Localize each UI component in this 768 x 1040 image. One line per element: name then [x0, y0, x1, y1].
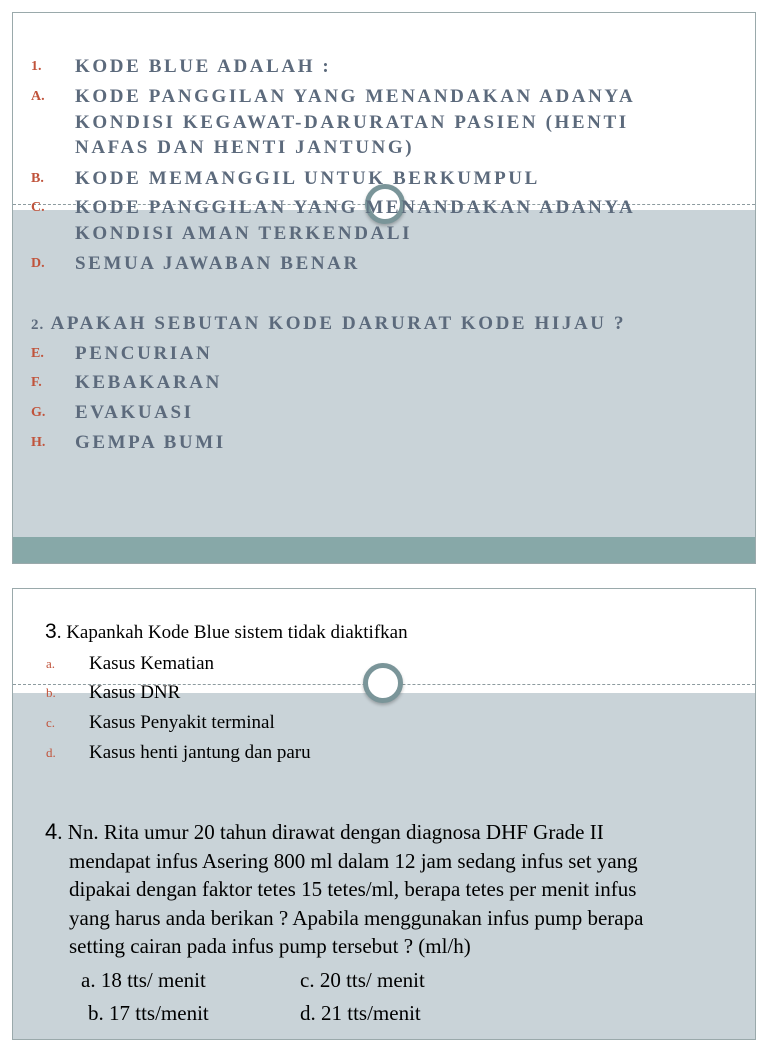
question-line: setting cairan pada infus pump tersebut ? (ml/h)	[69, 934, 471, 958]
slide-2	[12, 588, 756, 1040]
question-line: yang harus anda berikan ? Apabila menggunakan infus pump berapa	[69, 905, 644, 930]
option-text-line: KODE PANGGILAN YANG MENANDAKAN ADANYA	[75, 197, 636, 218]
answer-c: c. 20 tts/ menit	[300, 968, 425, 992]
option-mark: G.	[31, 405, 46, 420]
option-mark: C.	[31, 200, 45, 215]
option-mark: b.	[46, 685, 56, 700]
option-mark: c.	[46, 715, 56, 730]
option-text: Kasus Kematian	[89, 653, 215, 674]
question-number: 3	[45, 620, 57, 643]
question-text: . Nn. Rita umur 20 tahun dirawat dengan diagnosa DHF Grade II	[57, 820, 604, 844]
slide-1-content	[13, 13, 755, 563]
answer-a: a. 18 tts/ menit	[81, 968, 206, 992]
question-text: KODE BLUE ADALAH :	[75, 56, 332, 77]
question-line	[45, 818, 735, 847]
option-text-line: KODE MEMANGGIL UNTUK BERKUMPUL	[75, 168, 540, 189]
question-number: 2.	[31, 317, 45, 333]
option-mark: F.	[31, 375, 42, 390]
question-line: dipakai dengan faktor tetes 15 tetes/ml, berapa tetes per menit infus	[69, 877, 637, 901]
option-text-line: KODE PANGGILAN YANG MENANDAKAN ADANYA	[75, 86, 636, 107]
option-text: EVAKUASI	[75, 402, 194, 423]
answer-d: d. 21 tts/menit	[300, 1001, 421, 1025]
option-mark: d.	[46, 745, 56, 760]
option-text-line: KONDISI KEGAWAT-DARURATAN PASIEN (HENTI	[75, 112, 629, 133]
option-text: PENCURIAN	[75, 343, 213, 364]
option-mark: a.	[46, 656, 56, 671]
slide-1	[12, 12, 756, 564]
slide-2-content	[13, 589, 755, 1039]
question-number: 4	[45, 819, 58, 844]
option-mark: D.	[31, 256, 45, 271]
option-mark: A.	[31, 89, 45, 104]
question-2	[31, 311, 745, 338]
question-4	[45, 818, 735, 961]
question-line: mendapat infus Asering 800 ml dalam 12 jam sedang infus set yang	[69, 848, 638, 873]
question-3	[45, 619, 745, 646]
option-text: GEMPA BUMI	[75, 432, 226, 453]
option-text: Kasus Penyakit terminal	[89, 712, 275, 733]
option-text-line: KONDISI AMAN TERKENDALI	[75, 223, 413, 244]
question-number: 1.	[31, 59, 42, 74]
option-mark: E.	[31, 346, 44, 361]
question-text: . Kapankah Kode Blue sistem tidak diaktifkan	[56, 622, 408, 643]
option-text: Kasus henti jantung dan paru	[89, 742, 311, 763]
option-text-line: NAFAS DAN HENTI JANTUNG)	[75, 137, 415, 158]
option-text: Kasus DNR	[89, 682, 181, 703]
answer-b: b. 17 tts/menit	[88, 1001, 209, 1025]
option-mark: H.	[31, 435, 46, 450]
option-text-line: SEMUA JAWABAN BENAR	[75, 253, 360, 274]
option-mark: B.	[31, 171, 44, 186]
question-text: APAKAH SEBUTAN KODE DARURAT KODE HIJAU ?	[50, 313, 627, 334]
option-text: KEBAKARAN	[75, 372, 222, 393]
